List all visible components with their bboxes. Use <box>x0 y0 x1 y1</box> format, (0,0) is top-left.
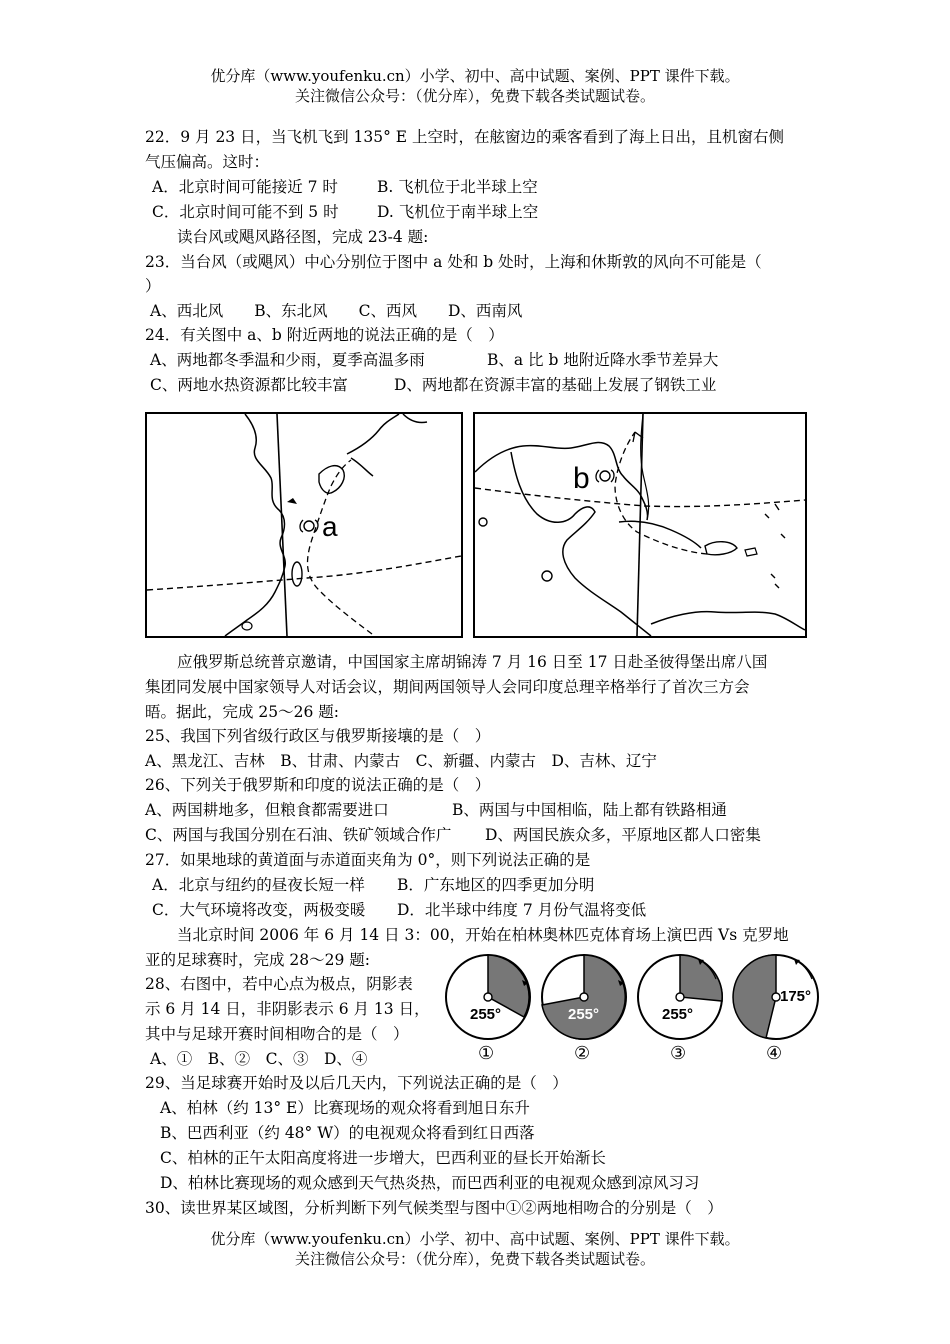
dial-4-label: 175° <box>780 988 812 1005</box>
q27-option-d: D．北半球中纬度 7 月份气温将变低 <box>397 901 647 919</box>
dial-4 <box>733 955 818 1064</box>
dial-4-number: ④ <box>766 1043 783 1064</box>
q30-stem: 30、读世界某区域图，分析判断下列气候类型与图中①②两地相吻合的分别是（ ） <box>145 1199 723 1217</box>
q28-options: A、① B、② C、③ D、④ <box>150 1050 368 1068</box>
q25-stem: 25、我国下列省级行政区与俄罗斯接壤的是（ ） <box>145 727 491 745</box>
footer-line-1: 优分库（www.youfenku.cn）小学、初中、高中试题、案例、PPT 课件下载。 <box>210 1230 740 1248</box>
q24-option-b: B、a 比 b 地附近降水季节差异大 <box>487 351 719 369</box>
map-label-b: b <box>573 462 590 495</box>
q29-option-a: A、柏林（约 13° E）比赛现场的观众将看到旭日东升 <box>160 1099 530 1117</box>
dial-1 <box>446 955 530 1064</box>
q24-stem: 24．有关图中 a、b 附近两地的说法正确的是（ ） <box>145 326 504 344</box>
hurricane-map-gulf <box>473 412 807 638</box>
q24-option-a: A、两地都冬季温和少雨，夏季高温多雨 <box>150 351 425 369</box>
q28-line-3: 其中与足球开赛时间相吻合的是（ ） <box>145 1025 409 1043</box>
q29-stem: 29、当足球赛开始时及以后几天内，下列说法正确的是（ ） <box>145 1074 568 1092</box>
dial-1-label: 255° <box>470 1006 502 1023</box>
dial-2 <box>542 955 626 1064</box>
q27-option-b: B．广东地区的四季更加分明 <box>397 876 595 894</box>
dial-3-number: ③ <box>670 1043 687 1064</box>
q22-option-c: C．北京时间可能不到 5 时 <box>152 203 339 221</box>
q25-options: A、黑龙江、吉林 B、甘肃、内蒙古 C、新疆、内蒙古 D、吉林、辽宁 <box>145 752 657 770</box>
q29-option-c: C、柏林的正午太阳高度将进一步增大，巴西利亚的昼长开始渐长 <box>160 1149 606 1167</box>
q24-option-d: D、两地都在资源丰富的基础上发展了钢铁工业 <box>394 376 717 394</box>
q27-stem: 27．如果地球的黄道面与赤道面夹角为 0°，则下列说法正确的是 <box>145 851 591 869</box>
q22-stem-1: 22．9 月 23 日，当飞机飞到 135° E 上空时，在舷窗边的乘客看到了海上日出，且机窗右侧 <box>145 128 785 146</box>
dial-3-label: 255° <box>662 1006 694 1023</box>
intro-23: 读台风或飓风路径图，完成 23-4 题: <box>177 228 429 246</box>
q27-option-a: A．北京与纽约的昼夜长短一样 <box>152 876 365 894</box>
header-line-1: 优分库（www.youfenku.cn）小学、初中、高中试题、案例、PPT 课件下载。 <box>210 67 740 85</box>
q24-option-c: C、两地水热资源都比较丰富 <box>150 376 348 394</box>
q22-option-a: A．北京时间可能接近 7 时 <box>152 178 338 196</box>
passage-25-line-3: 晤。据此，完成 25～26 题: <box>145 703 340 721</box>
typhoon-map-east-asia <box>145 412 463 638</box>
polar-dials-figure <box>440 945 830 1070</box>
passage-25-line-2: 集团同发展中国家领导人对话会议，期间两国领导人会同印度总理辛格举行了首次三方会 <box>145 678 750 696</box>
map-label-a: a <box>322 511 338 542</box>
passage-28-line-1: 当北京时间 2006 年 6 月 14 日 3：00，开始在柏林奥林匹克体育场上演巴西 Vs 克罗地 <box>177 926 789 944</box>
footer-line-2: 关注微信公众号：（优分库），免费下载各类试题试卷。 <box>294 1250 655 1268</box>
q29-option-b: B、巴西利亚（约 48° W）的电视观众将看到红日西落 <box>160 1124 535 1142</box>
q29-option-d: D、柏林比赛现场的观众感到天气热炎热，而巴西利亚的电视观众感到凉风习习 <box>160 1174 700 1192</box>
passage-28-line-2: 亚的足球赛时，完成 28～29 题: <box>145 951 371 969</box>
q27-option-c: C．大气环境将改变，两极变暖 <box>152 901 366 919</box>
q26-option-c: C、两国与我国分别在石油、铁矿领域合作广 <box>145 826 452 844</box>
dial-1-number: ① <box>478 1043 495 1064</box>
q22-option-d: D. 飞机位于南半球上空 <box>377 203 539 221</box>
passage-25-line-1: 应俄罗斯总统普京邀请，中国国家主席胡锦涛 7 月 16 日至 17 日赴圣彼得堡出席八国 <box>177 653 768 671</box>
q26-option-d: D、两国民族众多，平原地区都人口密集 <box>485 826 761 844</box>
q22-stem-2: 气压偏高。这时： <box>145 153 270 171</box>
q23-stem-1: 23．当台风（或飓风）中心分别位于图中 a 处和 b 处时，上海和休斯敦的风向不可能是（ <box>145 253 762 271</box>
q23-options: A、西北风 B、东北风 C、西风 D、西南风 <box>150 302 523 320</box>
dial-3 <box>638 955 722 1064</box>
q22-option-b: B. 飞机位于北半球上空 <box>377 178 538 196</box>
q26-option-b: B、两国与中国相临，陆上都有铁路相通 <box>452 801 727 819</box>
q28-line-1: 28、右图中，若中心点为极点，阴影表 <box>145 975 413 993</box>
q28-line-2: 示 6 月 14 日，非阴影表示 6 月 13 日， <box>145 1000 430 1018</box>
dial-2-number: ② <box>574 1043 591 1064</box>
q26-option-a: A、两国耕地多，但粮食都需要进口 <box>145 801 389 819</box>
q26-stem: 26、下列关于俄罗斯和印度的说法正确的是（ ） <box>145 776 491 794</box>
header-line-2: 关注微信公众号：（优分库），免费下载各类试题试卷。 <box>294 87 655 105</box>
q23-stem-2: ） <box>145 277 161 295</box>
dial-2-label: 255° <box>568 1006 600 1023</box>
